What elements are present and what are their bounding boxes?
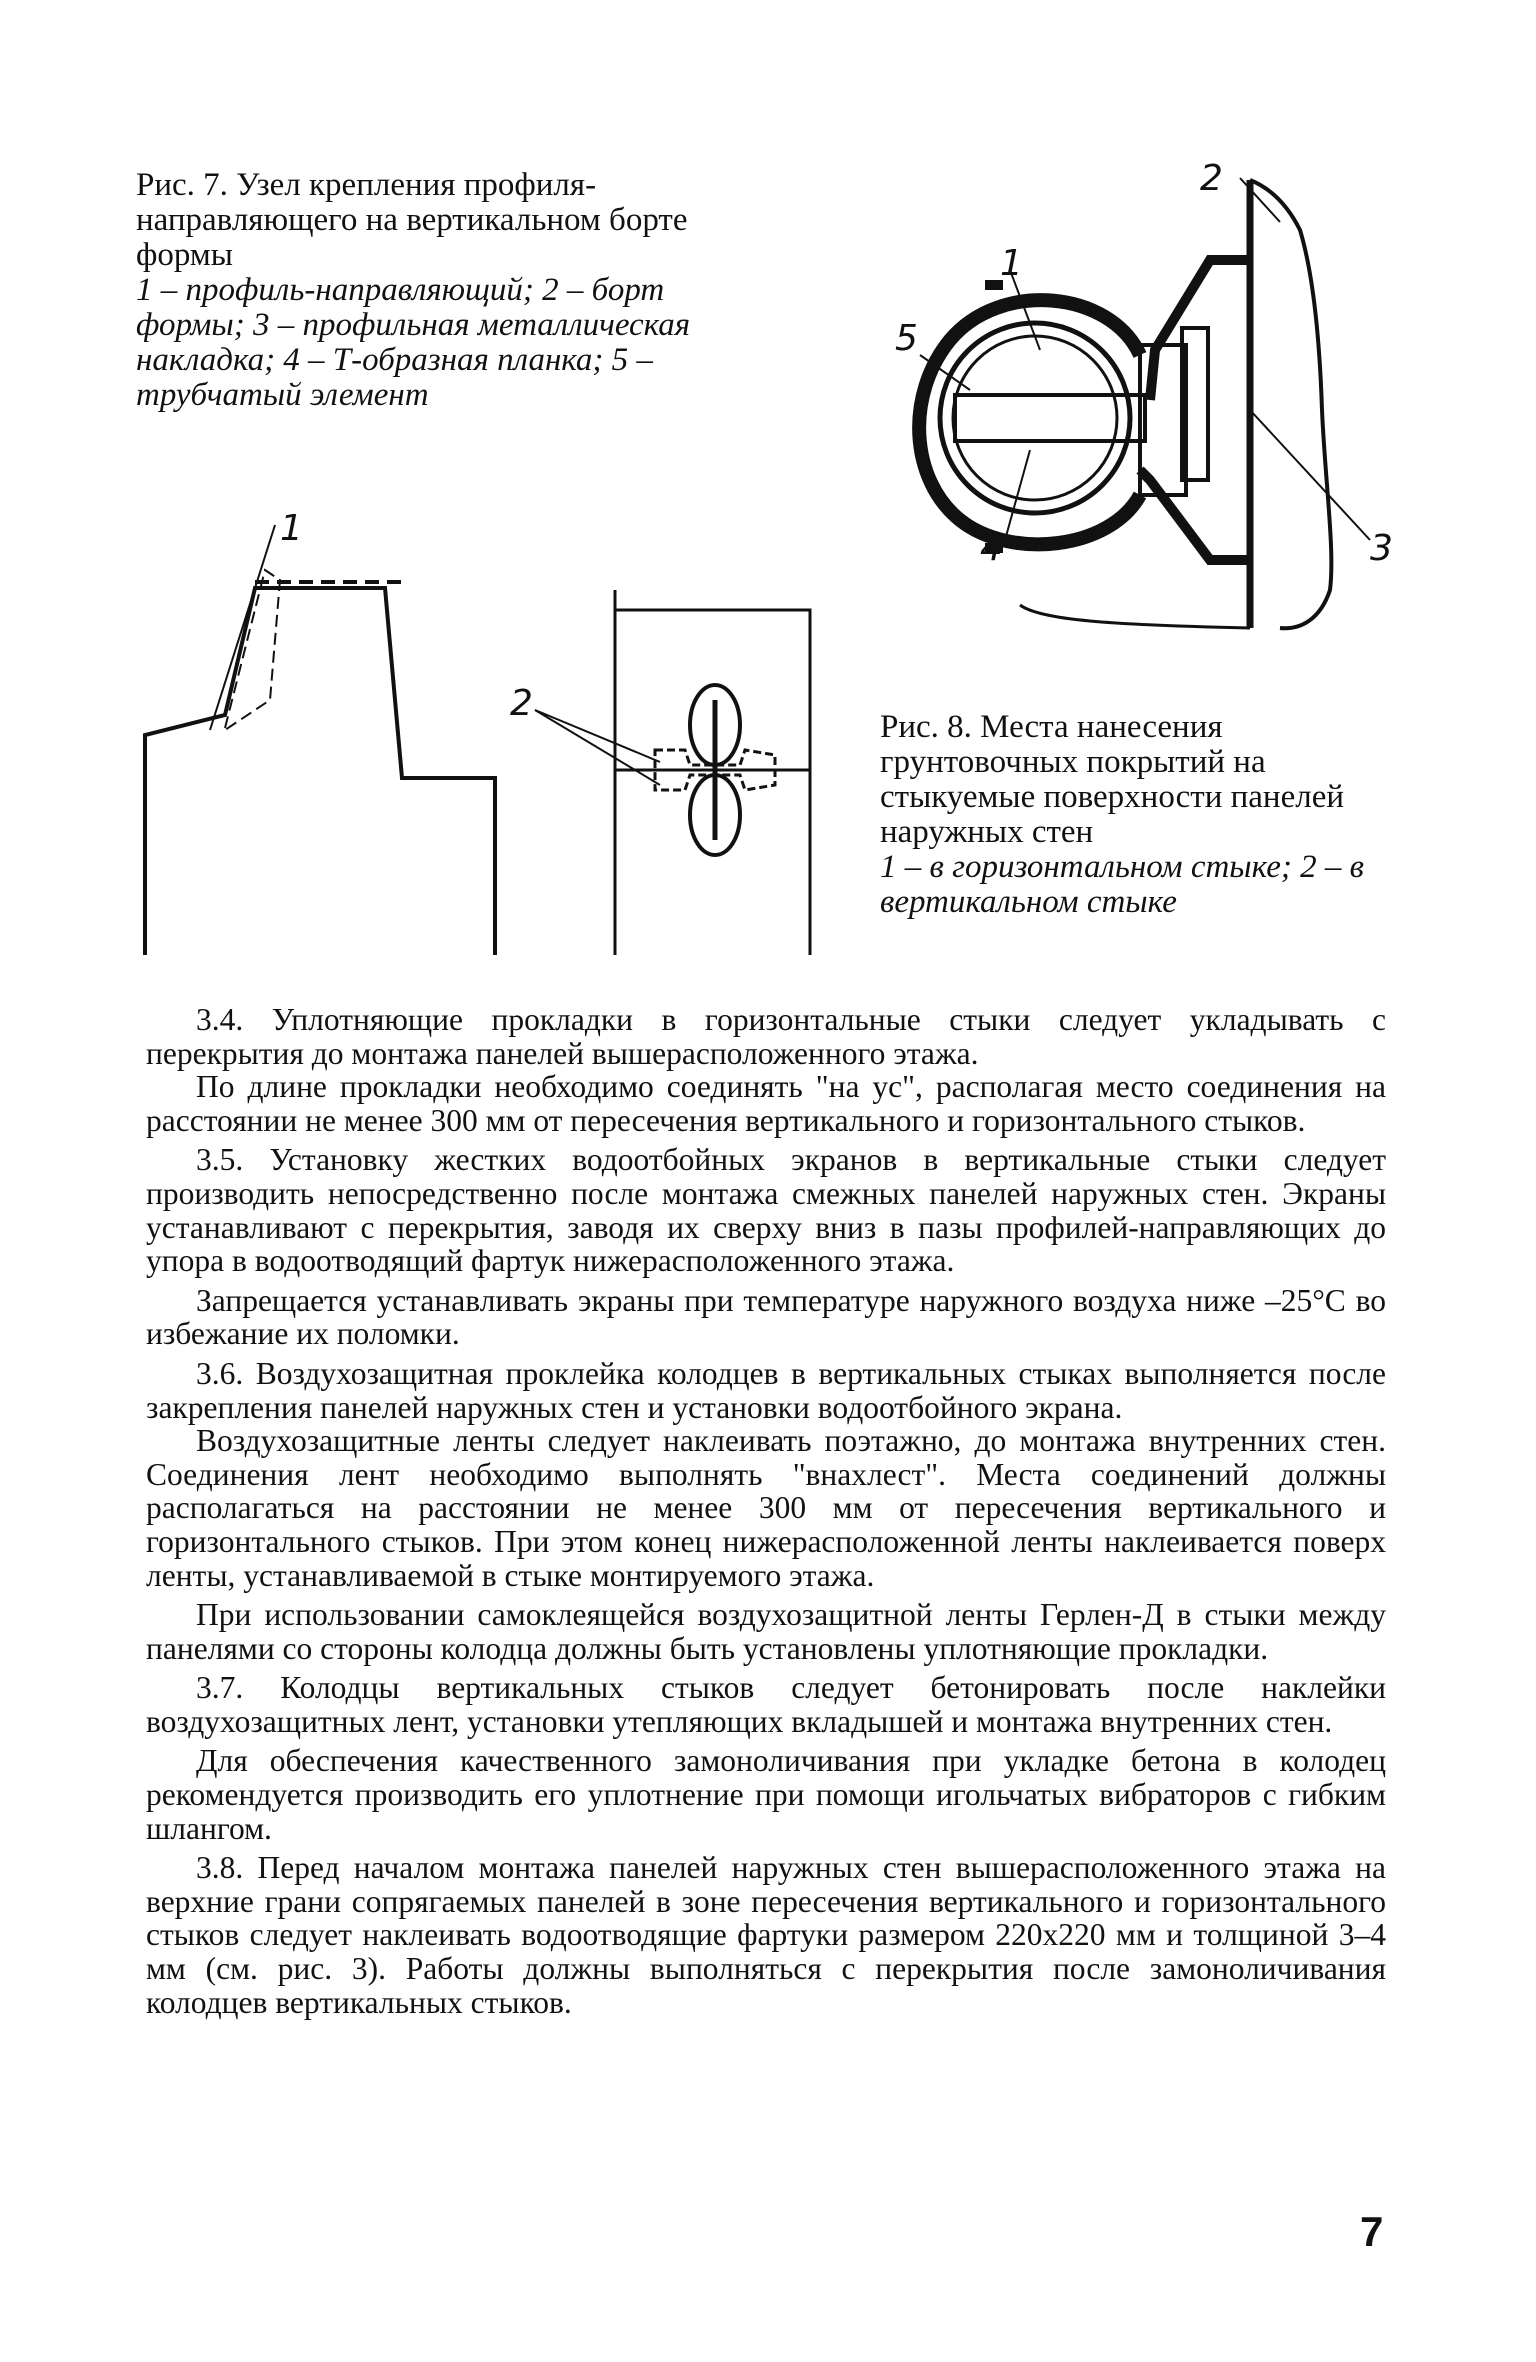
fig8-leader-2b (535, 710, 660, 785)
guide-profile-inner (953, 336, 1117, 500)
paragraph: По длине прокладки необходимо соединять "на ус", располагая место соединения на расстоянии не менее 300 мм от пересечения вертикального и горизонтального стыков. (146, 1069, 1386, 1138)
paragraph-3-7: 3.7. Колодцы вертикальных стыков следует бетонировать после наклейки воздухозащитных лент, установки утепляющих вкладышей и монтажа внутренних стен. (146, 1670, 1386, 1739)
figure-8-caption-block (880, 710, 1380, 920)
horizontal-joint-panel (145, 588, 495, 955)
fig8-leader-2a (535, 710, 660, 762)
figure-8-svg (130, 500, 850, 970)
paragraph: Воздухозащитные ленты следует наклеивать поэтажно, до монтажа внутренних стен. Соединения лент необходимо выполнять "внахлест". Места соединений должны располагаться на расстоянии не менее 300 мм от пересечения вертикального и горизонтального стыков. При этом конец нижерасположенной ленты наклеивается поверх ленты, устанавливаемой в стыке монтируемого этажа. (146, 1423, 1386, 1593)
fig7-label-5: 5 (895, 318, 918, 359)
figure-8-legend: 1 – в горизонтальном стыке; 2 – в вертикальном стыке (880, 849, 1364, 920)
fig8-label-2: 2 (510, 683, 533, 724)
paragraph-3-5: 3.5. Установку жестких водоотбойных экранов в вертикальные стыки следует производить непосредственно после монтажа смежных панелей наружных стен. Экраны устанавливают с перекрытия, заводя их сверху вниз в пазы профилей-направляющих до упора в водоотводящий фартук нижерасположенного этажа. (146, 1142, 1386, 1279)
paragraph-3-8: 3.8. Перед началом монтажа панелей наружных стен вышерасположенного этажа на верхние грани сопрягаемых панелей в зоне пересечения вертикального и горизонтального стыков следует наклеивать водоотводящие фартуки размером 220х220 мм и толщиной 3–4 мм (см. рис. 3). Работы должны выполняться с перекрытия после замоноличивания колодцев вертикальных стыков. (146, 1850, 1386, 2020)
figure-8-drawing (130, 500, 850, 970)
fig8-label-1: 1 (280, 508, 303, 549)
paragraph: Для обеспечения качественного замоноличивания при укладке бетона в колодец рекомендуется производить его уплотнение при помощи игольчатых вибраторов с гибким шлангом. (146, 1743, 1386, 1846)
paragraph-3-6: 3.6. Воздухозащитная проклейка колодцев в вертикальных стыках выполняется после закрепления панелей наружных стен и установки водоотбойного экрана. (146, 1355, 1386, 1425)
paragraph-3-4: 3.4. Уплотняющие прокладки в горизонтальные стыки следует укладывать с перекрытия до монтажа панелей вышерасположенного этажа. (146, 1002, 1386, 1071)
paragraph: Запрещается устанавливать экраны при температуре наружного воздуха ниже –25°С во избежание их поломки. (146, 1282, 1386, 1352)
figure-8-caption: Рис. 8. Места нанесения грунтовочных покрытий на стыкуемые поверхности панелей наружных стен (880, 709, 1345, 850)
main-text (146, 1003, 1386, 2019)
figure-7-svg (810, 150, 1393, 660)
fig8-leader-1 (210, 525, 275, 730)
figure-7-caption: Рис. 7. Узел крепления профиля-направляющего на вертикальном борте формы (136, 167, 688, 273)
fig7-label-4: 4 (980, 528, 1003, 569)
form-wall-outline (1250, 180, 1331, 628)
figure-7-legend: 1 – профиль-направляющий; 2 – борт формы; 3 – профильная металлическая накладка; 4 – Т-образная планка; 5 – трубчатый элемент (136, 272, 691, 413)
fig7-label-2: 2 (1200, 158, 1223, 199)
figure-7-drawing (810, 150, 1393, 660)
paragraph: При использовании самоклеящейся воздухозащитной ленты Герлен-Д в стыки между панелями со стороны колодца должны быть установлены уплотняющие прокладки. (146, 1597, 1386, 1666)
leader-3 (1250, 410, 1370, 540)
form-bottom-line (1020, 605, 1250, 628)
bracket-lower-arm (1140, 470, 1250, 560)
fig7-label-3: 3 (1370, 528, 1393, 569)
page-number: 7 (1360, 2208, 1384, 2255)
fig7-label-1: 1 (1000, 243, 1023, 284)
guide-profile-outer (940, 323, 1130, 513)
figure-7-caption-block (136, 168, 764, 413)
